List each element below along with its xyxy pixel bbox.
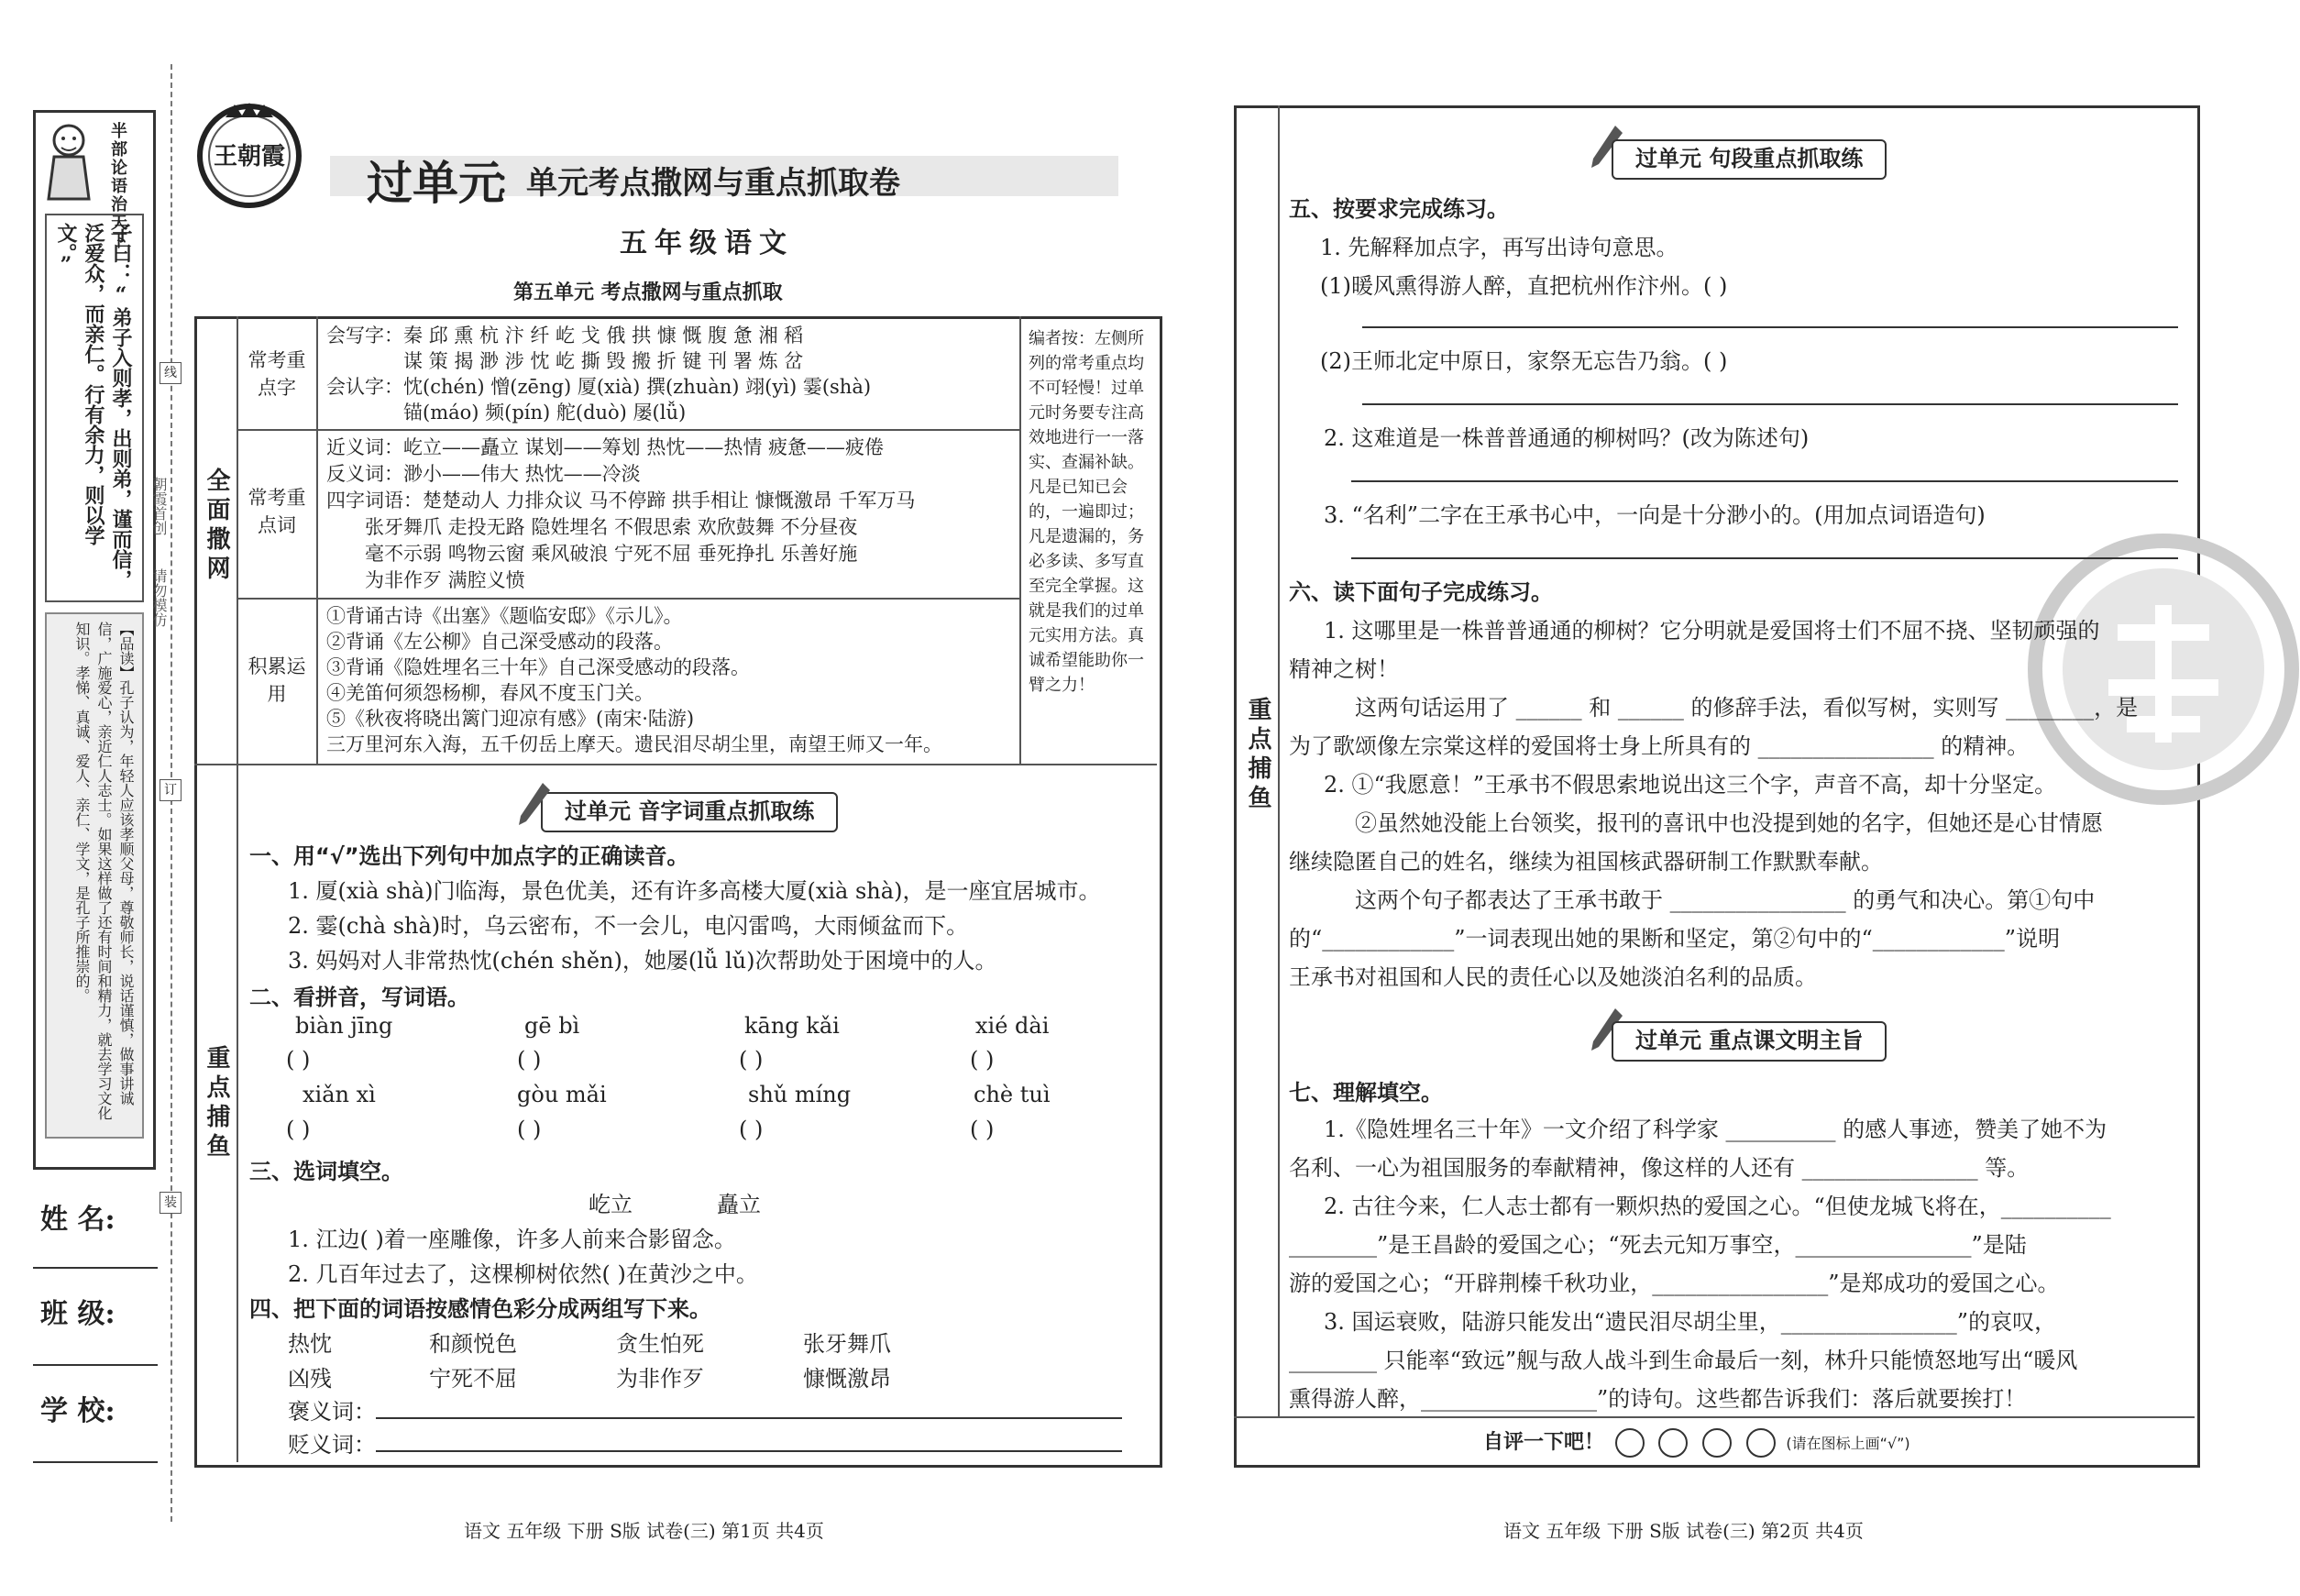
answer-paren[interactable]: ( ): [286, 1047, 311, 1073]
q6-line: 为了歌颂像左宗棠这样的爱国将士身上所具有的 ________________ 的精神。: [1289, 733, 2030, 759]
col-divider: [1019, 316, 1021, 764]
q7-line: ________ 只能率“致远”舰与敌人战斗到生命最后一刻，林升只能愤怒地写出“暖风: [1289, 1348, 2078, 1373]
q1-item: 2. 霎(chà shà)时，乌云密布，不一会儿，电闪雷鸣，大雨倾盆而下。: [288, 913, 969, 939]
motto: 半部论语治天下: [108, 122, 127, 250]
answer-paren[interactable]: ( ): [739, 1047, 764, 1073]
banner-prefix: 过单元: [565, 798, 631, 824]
answer-line[interactable]: [376, 1450, 1122, 1452]
text-line: ②背诵《左公柳》自己深受感动的段落。: [326, 631, 673, 653]
text-line: 锚(máo) 频(pín) 舵(duò) 屡(lǚ): [326, 402, 687, 424]
cartoon-boy-icon: [41, 120, 96, 203]
self-eval-label: 自评一下吧！: [1483, 1431, 1605, 1454]
row-label: 常考重点词: [248, 487, 306, 536]
q5-line: 2. 这难道是一株普普通通的柳树吗？(改为陈述句): [1324, 425, 1810, 451]
text-line: ④羌笛何须怨杨柳，春风不度玉门关。: [326, 682, 654, 704]
text-line: 反义词：渺小——伟大 热忱——冷淡: [326, 463, 641, 485]
word-choice: 屹立: [589, 1192, 633, 1217]
pinyin: kāng kǎi: [744, 1013, 840, 1039]
section-banner: [1612, 139, 1887, 180]
q5-line: 3. “名利”二字在王承书心中，一向是十分渺小的。(用加点词语造句): [1324, 502, 1986, 528]
text-line: 会写字：秦 邱 熏 杭 汴 纤 屹 戈 俄 拱 慷 慨 腹 惫 湘 稻: [326, 325, 804, 347]
smile-face-icon[interactable]: [1702, 1428, 1732, 1458]
question-2-heading: 二、看拼音，写词语。: [249, 985, 469, 1010]
q1-item: 1. 厦(xià shà)门临海，景色优美，还有许多高楼大厦(xià shà)，是一座宜居城市。: [288, 878, 1101, 904]
accumulation-list: [326, 603, 942, 757]
q7-line: 名利、一心为祖国服务的奉献精神，像这样的人还有 ________________ 等。: [1289, 1155, 2030, 1181]
q6-line: ②虽然她没能上台领奖，报刊的喜讯中也没提到她的名字，但她还是心甘情愿: [1355, 810, 2103, 836]
word-item: 慷慨激昂: [803, 1366, 891, 1392]
pinyin: gòu mǎi: [517, 1082, 607, 1107]
fill-label: 贬义词：: [288, 1432, 376, 1458]
q6-line: 继续隐匿自己的姓名，继续为祖国核武器研制工作默默奉献。: [1289, 849, 1883, 875]
q7-line: 熏得游人醉，________________”的诗句。这些都告诉我们：落后就要挨打！: [1289, 1386, 2027, 1412]
vertical-note: 请勿模仿: [150, 568, 168, 627]
section-banner: [1612, 1021, 1887, 1062]
answer-paren[interactable]: ( ): [970, 1117, 995, 1142]
text-line: 张牙舞爪 走投无路 隐姓埋名 不假思索 欢欣鼓舞 不分昼夜: [326, 516, 858, 538]
word-item: 宁死不屈: [429, 1366, 517, 1392]
q6-line: 的“____________”一词表现出她的果断和坚定，第②句中的“____________”说明: [1289, 926, 2061, 952]
answer-line[interactable]: [1351, 480, 2178, 482]
title-main: 过单元: [367, 157, 504, 210]
vertical-note: 朝霞首创: [150, 477, 168, 535]
self-evaluation: [1483, 1426, 1910, 1458]
fill-label: 褒义词：: [288, 1399, 376, 1425]
text-line: 四字词语：楚楚动人 力排众议 马不停蹄 拱手相让 慷慨激昂 千军万马: [326, 490, 916, 512]
brush-icon: [515, 781, 552, 827]
question-5-heading: 五、按要求完成练习。: [1289, 196, 1509, 222]
q3-item: 1. 江边( )着一座雕像，许多人前来合影留念。: [288, 1227, 736, 1252]
row-label: 常考重点字: [248, 349, 306, 399]
text-line: 为非作歹 满腔义愤: [326, 569, 525, 591]
answer-paren[interactable]: ( ): [517, 1047, 542, 1073]
net-label: 全面撒网: [203, 468, 230, 585]
panel-divider: [237, 316, 238, 1462]
fish-label: 重点捕鱼: [203, 1045, 230, 1162]
q3-item: 2. 几百年过去了，这棵柳树依然( )在黄沙之中。: [288, 1261, 758, 1287]
title-sub: ：单元考点撒网与重点抓取卷: [495, 165, 900, 202]
q7-line: 游的爱国之心；“开辟荆榛千秋功业，________________”是郑成功的爱国之心。: [1289, 1271, 2060, 1296]
confucius-quote: 子曰：“弟子入则孝，出则弟，谨而信，泛爱众，而亲仁。行有余力，则以学文。”: [54, 223, 133, 589]
word-item: 为非作歹: [616, 1366, 704, 1392]
answer-line[interactable]: [1362, 403, 2178, 405]
pinyin: xiǎn xì: [303, 1082, 376, 1107]
q6-line: 这两个句子都表达了王承书敢于 ________________ 的勇气和决心。第①句中: [1355, 887, 2096, 913]
school-label: 学 校:: [40, 1395, 116, 1427]
pinyin: chè tuì: [974, 1082, 1051, 1107]
school-field[interactable]: [33, 1461, 158, 1463]
fish-label: 重点捕鱼: [1244, 697, 1271, 814]
pinyin: xié dài: [975, 1013, 1050, 1039]
q6-line: 这两句话运用了 ______ 和 ______ 的修辞手法，看似写树，实则写 ________，是: [1355, 695, 2139, 721]
q6-line: 2. ①“我愿意！”王承书不假思索地说出这三个字，声音不高，却十分坚定。: [1324, 772, 2057, 798]
answer-line[interactable]: [376, 1417, 1122, 1419]
text-line: 毫不示弱 鸣物云窗 乘风破浪 宁死不屈 垂死挣扎 乐善好施: [326, 543, 858, 565]
footer-page-1: 语文 五年级 下册 S版 试卷(三) 第1页 共4页: [464, 1520, 824, 1542]
word-item: 凶残: [288, 1366, 332, 1392]
row-divider: [237, 598, 1019, 600]
answer-paren[interactable]: ( ): [286, 1117, 311, 1142]
question-1-heading: 一、用“√”选出下列句中加点字的正确读音。: [249, 843, 689, 869]
col-divider: [316, 316, 318, 764]
word-item: 张牙舞爪: [803, 1331, 891, 1357]
banner-prefix: 过单元: [1635, 1028, 1701, 1053]
class-field[interactable]: [33, 1364, 158, 1366]
reading-commentary: 【品读】孔子认为，年轻人应该孝顺父母，尊敬师长，说话谨慎，做事讲诚信，广施爱心，亲近仁人志士。如果这样做了还有时间和精力，就去学习文化知识。孝悌、真诚、爱人、亲仁、学文，是孔子所推崇的。: [73, 622, 135, 1120]
word-list: [326, 435, 915, 594]
q6-line: 精神之树！: [1289, 656, 1399, 682]
pinyin: gē bì: [524, 1013, 580, 1039]
q6-line: 1. 这哪里是一株普普通通的柳树？它分明就是爱国将士们不屈不挠、坚韧顽强的: [1324, 618, 2100, 644]
grade-subject: 五年级语文: [620, 227, 794, 259]
q5-line: (2)王师北定中原日，家祭无忘告乃翁。( ): [1320, 348, 1728, 374]
word-item: 和颜悦色: [429, 1331, 517, 1357]
text-line: ⑤《秋夜将晓出篱门迎凉有感》(南宋·陆游): [326, 708, 695, 730]
q5-line: 1. 先解释加点字，再写出诗句意思。: [1320, 235, 1678, 260]
cut-label: 装: [160, 1192, 182, 1214]
panel-divider: [1278, 105, 1280, 1416]
row-divider: [237, 429, 1019, 431]
char-list: [326, 323, 871, 425]
banner-title: 句段重点抓取练: [1709, 145, 1864, 171]
answer-paren[interactable]: ( ): [739, 1117, 764, 1142]
answer-paren[interactable]: ( ): [517, 1117, 542, 1142]
banner-prefix: 过单元: [1635, 146, 1701, 171]
banner-title: 重点课文明主旨: [1709, 1027, 1864, 1053]
pinyin: shǔ míng: [748, 1082, 852, 1107]
word-item: 贪生怕死: [616, 1331, 704, 1357]
name-field[interactable]: [33, 1267, 158, 1269]
word-choice: 矗立: [717, 1192, 761, 1217]
answer-paren[interactable]: ( ): [970, 1047, 995, 1073]
row-label: 积累运用: [248, 655, 306, 705]
q7-line: ________”是王昌龄的爱国之心；“死去元知万事空，________________”是陆: [1289, 1232, 2027, 1258]
text-line: ③背诵《隐姓埋名三十年》自己深受感动的段落。: [326, 656, 750, 678]
cut-label: 订: [160, 779, 182, 801]
question-4-heading: 四、把下面的词语按感情色彩分成两组写下来。: [249, 1296, 711, 1322]
neutral-face-icon[interactable]: [1658, 1428, 1688, 1458]
pinyin: biàn jīng: [295, 1013, 393, 1039]
class-label: 班 级:: [40, 1298, 116, 1330]
question-7-heading: 七、理解填空。: [1289, 1080, 1443, 1106]
laugh-face-icon[interactable]: [1746, 1428, 1776, 1458]
unit-title: 第五单元 考点撒网与重点抓取: [513, 281, 783, 304]
text-line: 会认字：忱(chén) 憎(zēng) 厦(xià) 撰(zhuàn) 翊(yì) 霎(shà): [326, 376, 872, 398]
panel-divider: [194, 764, 1157, 765]
text-line: ①背诵古诗《出塞》《题临安邸》《示儿》。: [326, 605, 683, 627]
question-3-heading: 三、选词填空。: [249, 1159, 403, 1184]
name-label: 姓 名:: [40, 1204, 116, 1236]
answer-line[interactable]: [1362, 326, 2178, 328]
q6-line: 王承书对祖国和人民的责任心以及她淡泊名利的品质。: [1289, 964, 1817, 990]
section-banner: [541, 792, 838, 832]
self-eval-hint: (请在图标上画“√”): [1786, 1435, 1910, 1452]
editor-note: 编者按：左侧所列的常考重点均不可轻慢！过单元时务要专注高效地进行一一落实、查漏补缺。凡是已知已会的，一遍即过；凡是遗漏的，务必多读、多写直至完全掌握。这就是我们的过单元实用方法。真诚希望能助你一臂之力！: [1029, 329, 1144, 695]
q7-line: 1.《隐姓埋名三十年》一文介绍了科学家 __________ 的感人事迹，赞美了她不为: [1324, 1117, 2107, 1142]
word-item: 热忱: [288, 1331, 332, 1357]
q7-line: 2. 古往今来，仁人志士都有一颗炽热的爱国之心。“但使龙城飞将在，__________: [1324, 1194, 2111, 1219]
q5-line: (1)暖风熏得游人醉，直把杭州作汴州。( ): [1320, 273, 1728, 299]
sidebar-strip: [33, 110, 156, 1170]
logo: [194, 101, 304, 211]
q1-item: 3. 妈妈对人非常热忱(chén shěn)，她屡(lǚ lǔ)次帮助处于困境中的人。: [288, 948, 997, 974]
footer-page-2: 语文 五年级 下册 S版 试卷(三) 第2页 共4页: [1503, 1520, 1864, 1542]
text-line: 三万里河东入海，五千仞岳上摩天。遗民泪尽胡尘里，南望王师又一年。: [326, 733, 942, 755]
answer-line[interactable]: [1351, 557, 2178, 559]
panel-divider: [1234, 1416, 2195, 1418]
cut-label: 线: [160, 362, 182, 384]
logo-text: 王朝霞: [213, 143, 285, 171]
question-6-heading: 六、读下面句子完成练习。: [1289, 579, 1553, 605]
text-line: 谋 策 揭 渺 涉 忱 屹 撕 毁 搬 折 键 刊 署 炼 岔: [326, 350, 804, 372]
q7-line: 3. 国运衰败，陆游只能发出“遗民泪尽胡尘里，________________”的哀叹，: [1324, 1309, 2057, 1335]
watermark-seal: [2026, 532, 2300, 807]
banner-title: 音字词重点抓取练: [638, 798, 815, 824]
sad-face-icon[interactable]: [1615, 1428, 1645, 1458]
text-line: 近义词：屹立——矗立 谋划——筹划 热忱——热情 疲惫——疲倦: [326, 436, 885, 458]
